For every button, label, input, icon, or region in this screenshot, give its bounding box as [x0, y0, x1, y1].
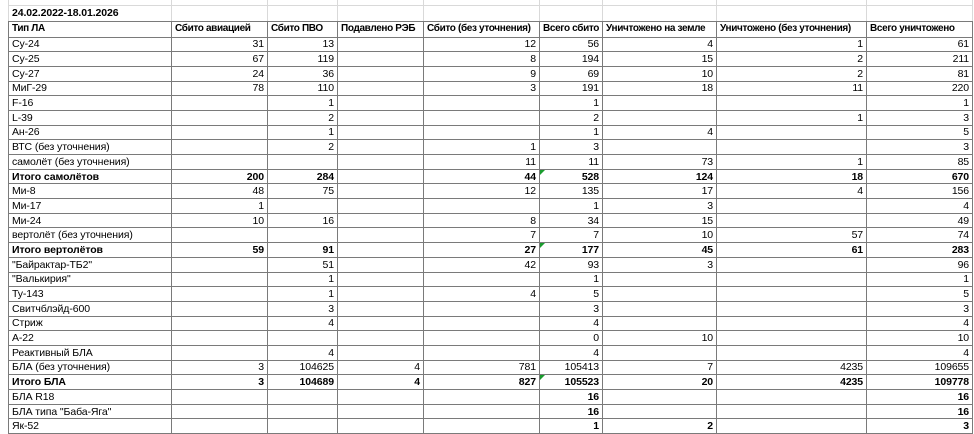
row-label-cell[interactable]: "Байрактар-ТБ2": [9, 257, 172, 272]
value-cell[interactable]: [338, 390, 424, 405]
table-row: [9, 404, 973, 419]
value-cell[interactable]: [338, 228, 424, 243]
value-cell[interactable]: [338, 301, 424, 316]
value-cell[interactable]: 1: [424, 140, 540, 155]
value-cell[interactable]: 5: [867, 287, 973, 302]
sheet-cell[interactable]: [867, 5, 973, 21]
value-cell[interactable]: [603, 140, 717, 155]
row-label-cell[interactable]: А-22: [9, 331, 172, 346]
value-cell[interactable]: 3: [540, 140, 603, 155]
table-row: [9, 140, 973, 155]
value-cell[interactable]: 16: [540, 404, 603, 419]
value-cell[interactable]: [603, 287, 717, 302]
table-row: [9, 52, 973, 67]
value-cell[interactable]: [172, 110, 268, 125]
sheet-cell[interactable]: [172, 5, 268, 21]
row-label-cell[interactable]: Як-52: [9, 419, 172, 434]
value-cell[interactable]: 27: [424, 243, 540, 258]
column-header[interactable]: Сбито авиацией: [172, 21, 268, 37]
value-cell[interactable]: [338, 345, 424, 360]
value-cell[interactable]: 283: [867, 243, 973, 258]
value-cell[interactable]: [717, 390, 867, 405]
value-cell[interactable]: [717, 96, 867, 111]
row-label-cell[interactable]: БЛА (без уточнения): [9, 360, 172, 375]
value-cell[interactable]: [603, 301, 717, 316]
table-row: [9, 81, 973, 96]
value-cell[interactable]: [338, 140, 424, 155]
value-cell[interactable]: 15: [603, 52, 717, 67]
column-header[interactable]: Сбито (без уточнения): [424, 21, 540, 37]
value-cell[interactable]: 105523: [540, 375, 603, 390]
row-label-cell[interactable]: Су-27: [9, 66, 172, 81]
value-cell[interactable]: [338, 110, 424, 125]
value-cell[interactable]: 1: [540, 419, 603, 434]
value-cell[interactable]: [268, 419, 338, 434]
row-label-cell[interactable]: Ми-17: [9, 199, 172, 214]
value-cell[interactable]: 8: [424, 213, 540, 228]
value-cell[interactable]: 61: [867, 37, 973, 52]
value-cell[interactable]: 3: [867, 110, 973, 125]
value-cell[interactable]: 36: [268, 66, 338, 81]
value-cell[interactable]: 104625: [268, 360, 338, 375]
value-cell[interactable]: 135: [540, 184, 603, 199]
value-cell[interactable]: [717, 331, 867, 346]
value-cell[interactable]: 44: [424, 169, 540, 184]
value-cell[interactable]: 4: [867, 345, 973, 360]
value-cell[interactable]: 49: [867, 213, 973, 228]
row-label-cell[interactable]: БЛА типа "Баба-Яга": [9, 404, 172, 419]
value-cell[interactable]: 2: [717, 52, 867, 67]
value-cell[interactable]: 1: [867, 96, 973, 111]
value-cell[interactable]: [338, 404, 424, 419]
row-label-cell[interactable]: вертолёт (без уточнения): [9, 228, 172, 243]
value-cell[interactable]: 104689: [268, 375, 338, 390]
row-label-cell[interactable]: Стриж: [9, 316, 172, 331]
value-cell[interactable]: [268, 228, 338, 243]
error-flag-icon: [540, 170, 545, 175]
value-cell[interactable]: [172, 316, 268, 331]
value-cell[interactable]: [717, 199, 867, 214]
value-cell[interactable]: 4: [867, 316, 973, 331]
column-header[interactable]: Подавлено РЭБ: [338, 21, 424, 37]
value-cell[interactable]: [717, 125, 867, 140]
value-cell[interactable]: 31: [172, 37, 268, 52]
value-cell[interactable]: 109778: [867, 375, 973, 390]
value-cell[interactable]: [717, 345, 867, 360]
value-cell[interactable]: [268, 199, 338, 214]
value-cell[interactable]: 91: [268, 243, 338, 258]
value-cell[interactable]: [717, 419, 867, 434]
value-cell[interactable]: 1: [717, 110, 867, 125]
value-cell[interactable]: [424, 301, 540, 316]
row-label-cell[interactable]: самолёт (без уточнения): [9, 155, 172, 170]
value-cell[interactable]: 1: [540, 199, 603, 214]
column-header[interactable]: Всего уничтожено: [867, 21, 973, 37]
value-cell[interactable]: 1: [268, 125, 338, 140]
date-range-cell[interactable]: 24.02.2022-18.01.2026: [9, 5, 172, 21]
table-row: [9, 257, 973, 272]
value-cell[interactable]: [717, 257, 867, 272]
value-cell[interactable]: [268, 390, 338, 405]
value-cell[interactable]: [338, 243, 424, 258]
value-cell[interactable]: [603, 404, 717, 419]
value-cell[interactable]: 1: [540, 272, 603, 287]
table-row: [9, 155, 973, 170]
value-cell[interactable]: 85: [867, 155, 973, 170]
value-cell[interactable]: 4: [540, 316, 603, 331]
value-cell[interactable]: 10: [603, 331, 717, 346]
value-cell[interactable]: 4: [338, 375, 424, 390]
column-header[interactable]: Сбито ПВО: [268, 21, 338, 37]
value-cell[interactable]: 5: [540, 287, 603, 302]
value-cell[interactable]: 3: [172, 375, 268, 390]
row-label-cell[interactable]: L-39: [9, 110, 172, 125]
table-row: [9, 243, 973, 258]
value-cell[interactable]: [338, 81, 424, 96]
sheet-cell[interactable]: [540, 5, 603, 21]
value-cell[interactable]: [338, 155, 424, 170]
value-cell[interactable]: 5: [867, 125, 973, 140]
value-cell[interactable]: [338, 37, 424, 52]
value-cell[interactable]: 51: [268, 257, 338, 272]
sheet-cell[interactable]: [717, 5, 867, 21]
value-cell[interactable]: 42: [424, 257, 540, 272]
column-header[interactable]: Уничтожено (без уточнения): [717, 21, 867, 37]
row-label-cell[interactable]: Итого самолётов: [9, 169, 172, 184]
error-flag-icon: [540, 243, 545, 248]
value-cell[interactable]: 3: [540, 301, 603, 316]
value-cell[interactable]: 18: [717, 169, 867, 184]
value-cell[interactable]: [603, 345, 717, 360]
value-cell[interactable]: [338, 96, 424, 111]
value-cell[interactable]: 2: [717, 66, 867, 81]
value-cell[interactable]: [172, 390, 268, 405]
value-cell[interactable]: 110: [268, 81, 338, 96]
value-cell[interactable]: [717, 140, 867, 155]
value-cell[interactable]: 4: [424, 287, 540, 302]
value-cell[interactable]: 74: [867, 228, 973, 243]
row-label-cell[interactable]: Итого БЛА: [9, 375, 172, 390]
value-cell[interactable]: [338, 169, 424, 184]
row-label-cell[interactable]: Ми-24: [9, 213, 172, 228]
value-cell[interactable]: 1: [867, 272, 973, 287]
value-cell[interactable]: 7: [540, 228, 603, 243]
value-cell[interactable]: 781: [424, 360, 540, 375]
value-cell[interactable]: 3: [424, 81, 540, 96]
value-cell[interactable]: 528: [540, 169, 603, 184]
value-cell[interactable]: [717, 301, 867, 316]
value-cell[interactable]: 3: [867, 301, 973, 316]
value-cell[interactable]: 45: [603, 243, 717, 258]
value-cell[interactable]: 17: [603, 184, 717, 199]
table-row: [9, 316, 973, 331]
value-cell[interactable]: [424, 419, 540, 434]
row-label-cell[interactable]: Ту-143: [9, 287, 172, 302]
value-cell[interactable]: 2: [603, 419, 717, 434]
table-row: [9, 110, 973, 125]
value-cell[interactable]: 3: [603, 257, 717, 272]
row-label-cell[interactable]: БЛА R18: [9, 390, 172, 405]
value-cell[interactable]: 12: [424, 184, 540, 199]
value-cell[interactable]: 15: [603, 213, 717, 228]
value-cell[interactable]: [338, 419, 424, 434]
value-cell[interactable]: 3: [603, 199, 717, 214]
value-cell[interactable]: 1: [717, 155, 867, 170]
value-cell[interactable]: 0: [540, 331, 603, 346]
value-cell[interactable]: [717, 213, 867, 228]
value-cell[interactable]: 1: [172, 199, 268, 214]
value-cell[interactable]: [424, 345, 540, 360]
value-cell[interactable]: 3: [867, 419, 973, 434]
value-cell[interactable]: 156: [867, 184, 973, 199]
table-row: [9, 331, 973, 346]
value-cell[interactable]: 11: [424, 155, 540, 170]
value-cell[interactable]: [603, 316, 717, 331]
value-cell[interactable]: 16: [867, 404, 973, 419]
row-label-cell[interactable]: Су-24: [9, 37, 172, 52]
value-cell[interactable]: 67: [172, 52, 268, 67]
value-cell[interactable]: 57: [717, 228, 867, 243]
value-cell[interactable]: [717, 287, 867, 302]
value-cell[interactable]: [172, 228, 268, 243]
value-cell[interactable]: 4235: [717, 360, 867, 375]
value-cell[interactable]: [172, 272, 268, 287]
value-cell[interactable]: 1: [268, 96, 338, 111]
column-header[interactable]: Тип ЛА: [9, 21, 172, 37]
value-cell[interactable]: [424, 96, 540, 111]
value-cell[interactable]: 124: [603, 169, 717, 184]
value-cell[interactable]: [424, 199, 540, 214]
sheet-cell[interactable]: [338, 5, 424, 21]
value-cell[interactable]: [717, 404, 867, 419]
row-label-cell[interactable]: Ми-8: [9, 184, 172, 199]
value-cell[interactable]: 1: [717, 37, 867, 52]
table-row: [9, 37, 973, 52]
value-cell[interactable]: [603, 272, 717, 287]
value-cell[interactable]: [338, 52, 424, 67]
value-cell[interactable]: 827: [424, 375, 540, 390]
value-cell[interactable]: [172, 404, 268, 419]
value-cell[interactable]: 9: [424, 66, 540, 81]
row-label-cell[interactable]: ВТС (без уточнения): [9, 140, 172, 155]
date-row: [9, 5, 973, 21]
value-cell[interactable]: [172, 96, 268, 111]
table-row: [9, 199, 973, 214]
value-cell[interactable]: 10: [867, 331, 973, 346]
value-cell[interactable]: 670: [867, 169, 973, 184]
value-cell[interactable]: [717, 316, 867, 331]
value-cell[interactable]: 11: [717, 81, 867, 96]
value-cell[interactable]: [172, 301, 268, 316]
row-label-cell[interactable]: Реактивный БЛА: [9, 345, 172, 360]
value-cell[interactable]: 4: [603, 125, 717, 140]
table-row: [9, 66, 973, 81]
value-cell[interactable]: 3: [268, 301, 338, 316]
table-row: [9, 272, 973, 287]
value-cell[interactable]: 12: [424, 37, 540, 52]
value-cell[interactable]: 16: [867, 390, 973, 405]
value-cell[interactable]: [172, 331, 268, 346]
value-cell[interactable]: [424, 316, 540, 331]
value-cell[interactable]: 211: [867, 52, 973, 67]
row-label-cell[interactable]: F-16: [9, 96, 172, 111]
value-cell[interactable]: [172, 125, 268, 140]
table-row: [9, 228, 973, 243]
value-cell[interactable]: [172, 345, 268, 360]
value-cell[interactable]: [424, 331, 540, 346]
value-cell[interactable]: 16: [268, 213, 338, 228]
value-cell[interactable]: [338, 199, 424, 214]
value-cell[interactable]: 1: [268, 272, 338, 287]
value-cell[interactable]: [338, 66, 424, 81]
error-flag-icon: [540, 375, 545, 380]
value-cell[interactable]: 4: [603, 37, 717, 52]
value-cell[interactable]: 48: [172, 184, 268, 199]
header-row: [9, 21, 973, 37]
value-cell[interactable]: 2: [540, 110, 603, 125]
value-cell[interactable]: [268, 155, 338, 170]
table-row: [9, 360, 973, 375]
value-cell[interactable]: 20: [603, 375, 717, 390]
value-cell[interactable]: 34: [540, 213, 603, 228]
table-row: [9, 419, 973, 434]
value-cell[interactable]: 3: [867, 140, 973, 155]
value-cell[interactable]: 4: [268, 345, 338, 360]
value-cell[interactable]: 105413: [540, 360, 603, 375]
value-cell[interactable]: 3: [172, 360, 268, 375]
value-cell[interactable]: [603, 390, 717, 405]
aircraft-table-body: [9, 37, 973, 434]
aircraft-losses-table: [8, 0, 973, 434]
value-cell[interactable]: [338, 331, 424, 346]
value-cell[interactable]: [424, 272, 540, 287]
row-label-cell[interactable]: Су-25: [9, 52, 172, 67]
table-row: [9, 184, 973, 199]
row-label-cell[interactable]: Итого вертолётов: [9, 243, 172, 258]
value-cell[interactable]: 177: [540, 243, 603, 258]
value-cell[interactable]: [172, 287, 268, 302]
value-cell[interactable]: 16: [540, 390, 603, 405]
value-cell[interactable]: 191: [540, 81, 603, 96]
value-cell[interactable]: [172, 257, 268, 272]
sheet-cell[interactable]: [268, 5, 338, 21]
value-cell[interactable]: 96: [867, 257, 973, 272]
table-row: [9, 169, 973, 184]
value-cell[interactable]: 119: [268, 52, 338, 67]
value-cell[interactable]: 284: [268, 169, 338, 184]
value-cell[interactable]: 73: [603, 155, 717, 170]
value-cell[interactable]: [268, 331, 338, 346]
value-cell[interactable]: [268, 404, 338, 419]
value-cell[interactable]: [424, 110, 540, 125]
sheet-cell[interactable]: [424, 5, 540, 21]
value-cell[interactable]: 4: [268, 316, 338, 331]
table-row: [9, 125, 973, 140]
table-row: [9, 96, 973, 111]
value-cell[interactable]: [172, 140, 268, 155]
value-cell[interactable]: 18: [603, 81, 717, 96]
value-cell[interactable]: 109655: [867, 360, 973, 375]
table-row: [9, 375, 973, 390]
value-cell[interactable]: [338, 213, 424, 228]
table-row: [9, 213, 973, 228]
value-cell[interactable]: [338, 257, 424, 272]
value-cell[interactable]: [338, 184, 424, 199]
value-cell[interactable]: [338, 316, 424, 331]
value-cell[interactable]: [603, 96, 717, 111]
value-cell[interactable]: [603, 110, 717, 125]
value-cell[interactable]: 4: [540, 345, 603, 360]
value-cell[interactable]: 56: [540, 37, 603, 52]
column-header[interactable]: Всего сбито: [540, 21, 603, 37]
table-row: [9, 345, 973, 360]
value-cell[interactable]: 75: [268, 184, 338, 199]
value-cell[interactable]: 10: [603, 228, 717, 243]
value-cell[interactable]: 4: [867, 199, 973, 214]
value-cell[interactable]: 4: [338, 360, 424, 375]
table-row: [9, 287, 973, 302]
value-cell[interactable]: [424, 125, 540, 140]
value-cell[interactable]: 11: [540, 155, 603, 170]
value-cell[interactable]: 4235: [717, 375, 867, 390]
value-cell[interactable]: 194: [540, 52, 603, 67]
value-cell[interactable]: 200: [172, 169, 268, 184]
value-cell[interactable]: [338, 125, 424, 140]
value-cell[interactable]: 13: [268, 37, 338, 52]
sheet-cell[interactable]: [603, 5, 717, 21]
value-cell[interactable]: 93: [540, 257, 603, 272]
row-label-cell[interactable]: "Валькирия": [9, 272, 172, 287]
value-cell[interactable]: 4: [717, 184, 867, 199]
value-cell[interactable]: 81: [867, 66, 973, 81]
value-cell[interactable]: [717, 272, 867, 287]
value-cell[interactable]: 24: [172, 66, 268, 81]
value-cell[interactable]: 7: [424, 228, 540, 243]
table-row: [9, 390, 973, 405]
value-cell[interactable]: [424, 404, 540, 419]
value-cell[interactable]: 2: [268, 110, 338, 125]
value-cell[interactable]: [424, 390, 540, 405]
value-cell[interactable]: [172, 155, 268, 170]
row-label-cell[interactable]: Свитчблэйд-600: [9, 301, 172, 316]
value-cell[interactable]: 220: [867, 81, 973, 96]
row-label-cell[interactable]: МиГ-29: [9, 81, 172, 96]
value-cell[interactable]: 7: [603, 360, 717, 375]
value-cell[interactable]: 8: [424, 52, 540, 67]
row-label-cell[interactable]: Ан-26: [9, 125, 172, 140]
value-cell[interactable]: 59: [172, 243, 268, 258]
table-row: [9, 301, 973, 316]
value-cell[interactable]: 61: [717, 243, 867, 258]
value-cell[interactable]: [338, 287, 424, 302]
value-cell[interactable]: 2: [268, 140, 338, 155]
value-cell[interactable]: 78: [172, 81, 268, 96]
value-cell[interactable]: 1: [540, 125, 603, 140]
column-header[interactable]: Уничтожено на земле: [603, 21, 717, 37]
value-cell[interactable]: 10: [172, 213, 268, 228]
value-cell[interactable]: 1: [540, 96, 603, 111]
value-cell[interactable]: [172, 419, 268, 434]
value-cell[interactable]: [338, 272, 424, 287]
value-cell[interactable]: 69: [540, 66, 603, 81]
value-cell[interactable]: 10: [603, 66, 717, 81]
value-cell[interactable]: 1: [268, 287, 338, 302]
